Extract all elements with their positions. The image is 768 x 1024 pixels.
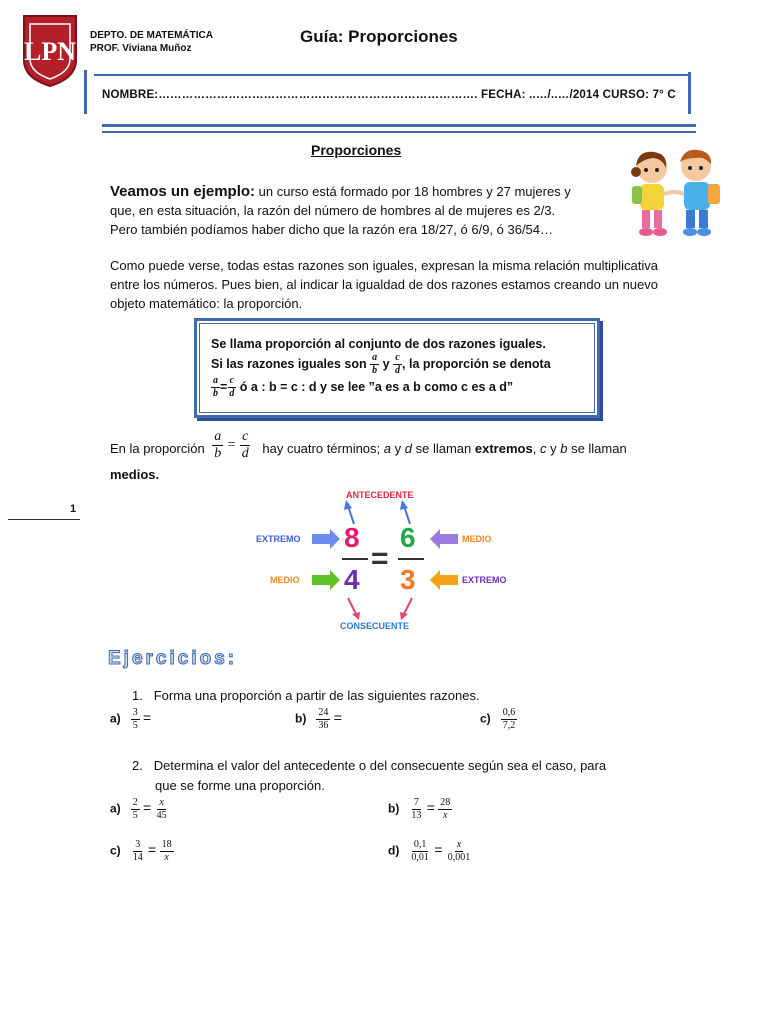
exercise-1c-den: 7,2 — [502, 720, 516, 731]
label-medio-right: MEDIO — [462, 534, 492, 544]
svg-text:LPN: LPN — [24, 37, 76, 66]
student-info-line: NOMBRE:………………………………………………………………………. FECHA: ..…/..…/2014 CURSO: 7° C — [102, 89, 676, 101]
proportion-formula: $\frac{a}{b}$ = $\frac{c}{d}$ — [214, 429, 249, 461]
label-medio-left: MEDIO — [270, 575, 300, 585]
exercise-1c-num: 0,6 — [502, 707, 516, 718]
exercise-2c-eq: = — [148, 841, 157, 858]
exercise-2a-label: a) — [110, 801, 121, 816]
exercise-2b-eq: = — [426, 799, 435, 816]
arrow-consecuente-left — [348, 598, 356, 614]
exercise-1b-den: 36 — [318, 720, 329, 731]
exercise-2c-n2: 18 — [161, 839, 172, 850]
terms-mid-2: se llaman — [415, 440, 472, 456]
term-d: d — [404, 440, 412, 456]
exercise-2d-d2: 0,001 — [447, 852, 471, 863]
terms-paragraph — [110, 429, 670, 484]
term-medios: medios. — [110, 467, 160, 482]
term-c: c — [539, 440, 547, 456]
fraction-a-b: $\frac{a}{b}$ — [372, 352, 378, 376]
exercise-2b-label: b) — [388, 801, 400, 816]
exercise-2d-label: d) — [388, 843, 400, 858]
proportion-diagram — [250, 486, 520, 636]
exercise-1a — [110, 708, 151, 731]
term-extremos: extremos — [474, 440, 533, 456]
label-antecedente: ANTECEDENTE — [346, 490, 414, 500]
label-consecuente: CONSECUENTE — [340, 621, 410, 631]
exercise-2a-n1: 2 — [132, 797, 138, 808]
exercise-2b-d2: x — [442, 810, 448, 821]
teacher-label: PROF. Viviana Muñoz — [90, 43, 192, 54]
fraction-a-b-2: $\frac{a}{b}$ — [213, 375, 218, 399]
number-four: 4 — [344, 564, 360, 595]
exercise-2d-eq: = — [434, 841, 443, 858]
exercise-2d-n1: 0,1 — [413, 839, 427, 850]
exercise-2-prompt — [132, 756, 606, 796]
intro-line-1: un curso está formado por 18 hombres y 27 mujeres y — [255, 184, 571, 199]
exercise-2c-n1: 3 — [135, 839, 141, 850]
frame-line-right — [688, 72, 691, 114]
terms-mid-3: se llaman — [571, 440, 627, 456]
page-number: 1 — [70, 503, 77, 515]
fraction-c-d-2: $\frac{c}{d}$ — [229, 375, 235, 399]
exercise-2b — [388, 798, 452, 821]
page-title: Guía: Proporciones — [300, 27, 458, 46]
department-label: DEPTO. DE MATEMÁTICA — [90, 30, 213, 41]
intro-line-2: que, en esta situación, la razón del número de hombres al de mujeres es 2/3. — [110, 203, 556, 218]
page-number-line — [8, 519, 80, 520]
header-divider-2 — [102, 131, 696, 133]
label-extremo-right: EXTREMO — [462, 575, 507, 585]
arrow-medio-right — [440, 534, 458, 544]
equals-sign: = — [371, 542, 389, 575]
exercise-2d-d1: 0,01 — [411, 852, 429, 863]
definition-line-2b: y — [382, 356, 390, 371]
exercise-2b-n1: 7 — [413, 797, 419, 808]
exercise-1a-den: 5 — [132, 720, 138, 731]
exercise-1a-num: 3 — [132, 707, 138, 718]
ejercicios-title: Ejercicios: — [108, 648, 238, 669]
frame-line-left — [84, 70, 87, 114]
definition-box: Se llama proporción al conjunto de dos razones iguales. Si las razones iguales son $\frac{a}{b}$ y $\frac{c}{d}$ , la proporción se denota $\frac{a}{b}$ = $\frac{c}{d}$ ó a : b = c : d y se lee ”a es a b como c es a d” — [194, 318, 600, 418]
exercise-1b-label: b) — [295, 711, 307, 726]
exercise-2c — [110, 840, 174, 863]
arrow-consecuente-right — [404, 598, 412, 614]
frame-line-top — [94, 74, 690, 76]
definition-line-2c: , la proporción se denota — [402, 356, 551, 371]
exercise-2c-d1: 14 — [132, 852, 143, 863]
exercise-2a — [110, 798, 169, 821]
exercise-1a-label: a) — [110, 711, 121, 726]
header-divider — [102, 124, 696, 127]
exercise-2a-n2: x — [159, 797, 164, 808]
arrow-extremo-left — [312, 534, 330, 544]
exercise-1-prompt — [132, 688, 480, 703]
exercise-2a-d2: 45 — [156, 810, 167, 821]
exercise-1c-label: c) — [480, 711, 491, 726]
terms-prefix: En la proporción — [110, 440, 205, 456]
exercise-2a-eq: = — [143, 799, 152, 816]
exercise-1b-eq: = — [333, 709, 342, 726]
section-title: Proporciones — [311, 142, 402, 158]
number-three: 3 — [400, 564, 416, 595]
terms-mid-1: hay cuatro términos; — [262, 440, 381, 456]
number-six: 6 — [400, 522, 416, 553]
arrow-extremo-right — [440, 575, 458, 585]
exercise-1b — [295, 708, 342, 731]
definition-line-1: Se llama proporción al conjunto de dos razones iguales. — [211, 337, 546, 351]
definition-line-3: ó a : b = c : d y se lee ”a es a b como c es a d” — [239, 379, 514, 394]
definition-line-2a: Si las razones iguales son — [211, 356, 367, 371]
intro-paragraph — [110, 182, 620, 239]
arrow-medio-left — [312, 575, 330, 585]
exercise-2d-n2: x — [456, 839, 462, 850]
label-extremo-left: EXTREMO — [256, 534, 301, 544]
exercise-1-number: 1. — [132, 688, 143, 703]
exercise-2-text-1: Determina el valor del antecedente o del consecuente según sea el caso, para — [153, 758, 607, 773]
exercise-2-number: 2. — [132, 758, 143, 773]
number-eight: 8 — [344, 522, 360, 553]
exercise-1-text: Forma una proporción a partir de las siguientes razones. — [153, 688, 480, 703]
exercise-1a-eq: = — [143, 709, 152, 726]
intro-line-3: Pero también podíamos haber dicho que la razón era 18/27, ó 6/9, ó 36/54… — [110, 222, 554, 237]
exercise-1b-num: 24 — [318, 707, 329, 718]
term-b: b — [560, 440, 568, 456]
terms-y-2: y — [550, 440, 557, 456]
exercise-2c-label: c) — [110, 843, 121, 858]
exercise-2c-d2: x — [164, 852, 169, 863]
exercise-1c — [480, 708, 517, 731]
term-a: a — [383, 440, 392, 456]
terms-comma: , — [532, 440, 537, 456]
terms-y-1: y — [394, 440, 402, 456]
kids-illustration — [622, 146, 728, 242]
exercise-2-text-2: que se forme una proporción. — [155, 778, 325, 793]
paragraph-2: Como puede verse, todas estas razones son iguales, expresan la misma relación multiplicativa entre los números. Pues bien, al indicar la igualdad de dos razones estamos creando un nuevo objeto matemático: la proporción. — [110, 258, 658, 311]
exercise-2d — [388, 840, 472, 863]
exercise-2b-d1: 13 — [411, 810, 422, 821]
fraction-c-d: $\frac{c}{d}$ — [395, 352, 401, 376]
exercise-2a-d1: 5 — [132, 810, 138, 821]
exercise-2b-n2: 28 — [440, 797, 451, 808]
school-logo — [22, 14, 78, 88]
intro-lead: Veamos un ejemplo: — [110, 183, 256, 200]
